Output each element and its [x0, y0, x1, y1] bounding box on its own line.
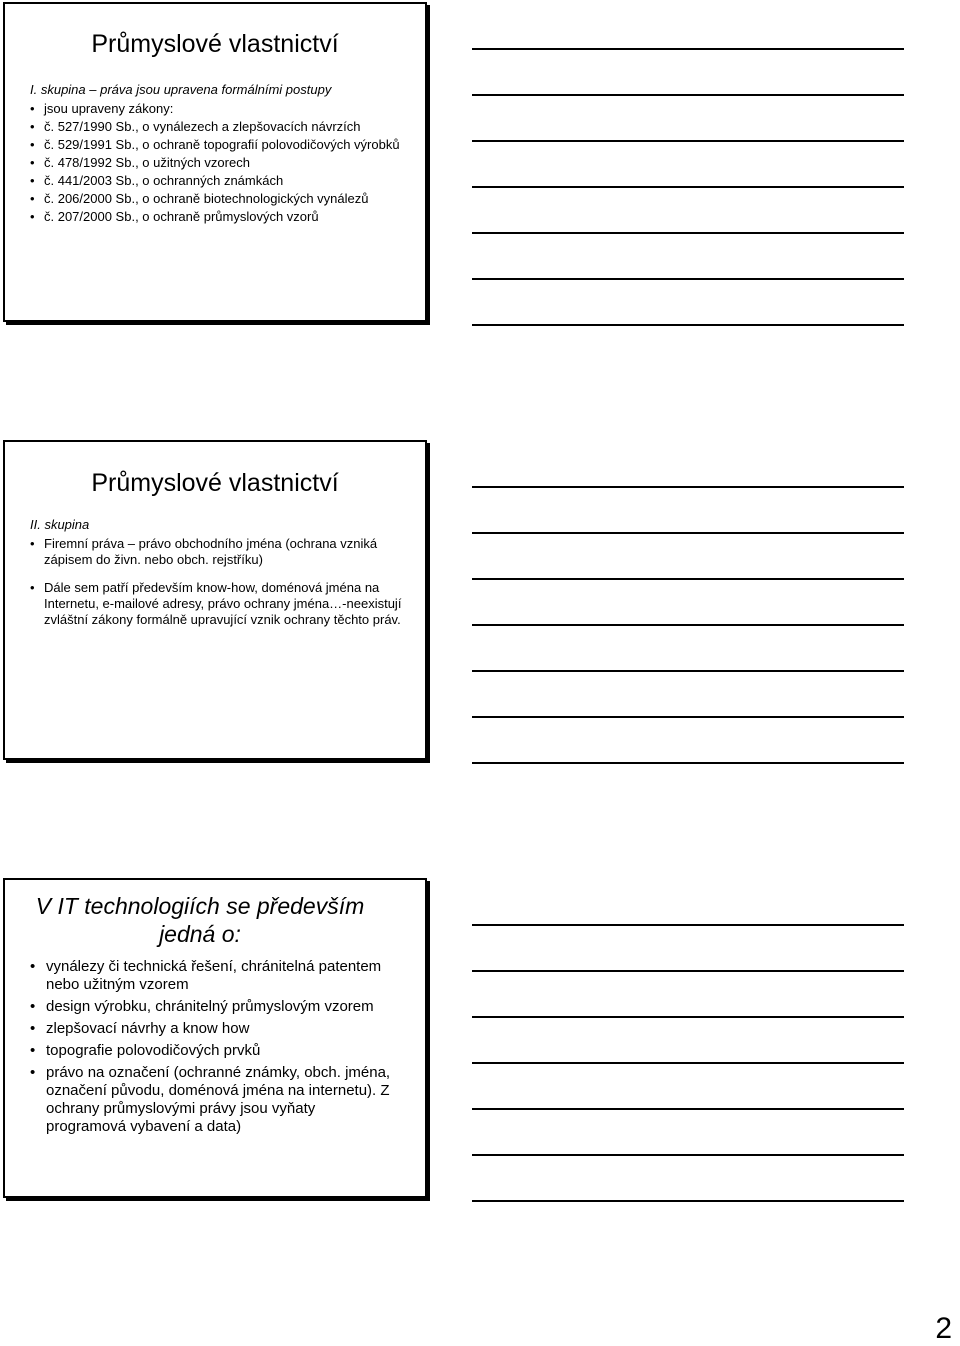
note-line: [472, 486, 904, 488]
slide-1: [3, 2, 427, 322]
note-line: [472, 532, 904, 534]
bullet-list: [30, 100, 405, 226]
note-line: [472, 278, 904, 280]
list-item: • č. 527/1990 Sb., o vynálezech a zlepšovacích návrzích: [30, 118, 405, 136]
list-item: • právo na označení (ochranné známky, obch. jména, označení původu, doménová jména na internetu). Z ochrany průmyslovými právy jsou vyňaty programová vybavení a data): [30, 1064, 395, 1136]
note-line: [472, 1108, 904, 1110]
note-line: [472, 48, 904, 50]
list-item: • č. 529/1991 Sb., o ochraně topografií polovodičových výrobků: [30, 136, 405, 154]
list-item: • Firemní práva – právo obchodního jména (ochrana vzniká zápisem do živn. nebo obch. rejstříku): [30, 536, 405, 568]
slide-title: V IT technologiích se především jedná o:: [35, 893, 365, 947]
note-line: [472, 578, 904, 580]
list-item: • jsou upraveny zákony:: [30, 100, 405, 118]
note-line: [472, 94, 904, 96]
note-line: [472, 1062, 904, 1064]
note-line: [472, 716, 904, 718]
note-line: [472, 1016, 904, 1018]
note-line: [472, 624, 904, 626]
slide-2: [3, 440, 427, 760]
list-item: • č. 478/1992 Sb., o užitných vzorech: [30, 154, 405, 172]
slide-3: [3, 878, 427, 1198]
list-item: • č. 441/2003 Sb., o ochranných známkách: [30, 172, 405, 190]
list-item: • č. 207/2000 Sb., o ochraně průmyslových vzorů: [30, 208, 405, 226]
page-number: 2: [935, 1312, 952, 1345]
slide-subtitle: II. skupina: [30, 517, 90, 532]
bullet-list: [30, 958, 395, 1140]
bullet-list: [30, 536, 405, 628]
note-line: [472, 232, 904, 234]
note-line: [472, 324, 904, 326]
note-line: [472, 670, 904, 672]
slide-title: Průmyslové vlastnictví: [91, 469, 339, 497]
note-line: [472, 1154, 904, 1156]
list-item: • č. 206/2000 Sb., o ochraně biotechnologických vynálezů: [30, 190, 405, 208]
slide-title: Průmyslové vlastnictví: [91, 30, 339, 58]
note-line: [472, 140, 904, 142]
list-item: • design výrobku, chránitelný průmyslovým vzorem: [30, 998, 395, 1016]
list-item: • Dále sem patří především know-how, doménová jména na Internetu, e-mailové adresy, právo ochrany jména…-neexistují zvláštní zákony formálně upravující vznik ochrany těchto práv.: [30, 580, 405, 628]
note-line: [472, 1200, 904, 1202]
list-item: • zlepšovací návrhy a know how: [30, 1020, 395, 1038]
list-item: • topografie polovodičových prvků: [30, 1042, 395, 1060]
note-line: [472, 924, 904, 926]
note-line: [472, 762, 904, 764]
note-line: [472, 186, 904, 188]
slide-subtitle: I. skupina – práva jsou upravena formálními postupy: [30, 82, 332, 97]
note-line: [472, 970, 904, 972]
list-item: • vynálezy či technická řešení, chránitelná patentem nebo užitným vzorem: [30, 958, 395, 994]
